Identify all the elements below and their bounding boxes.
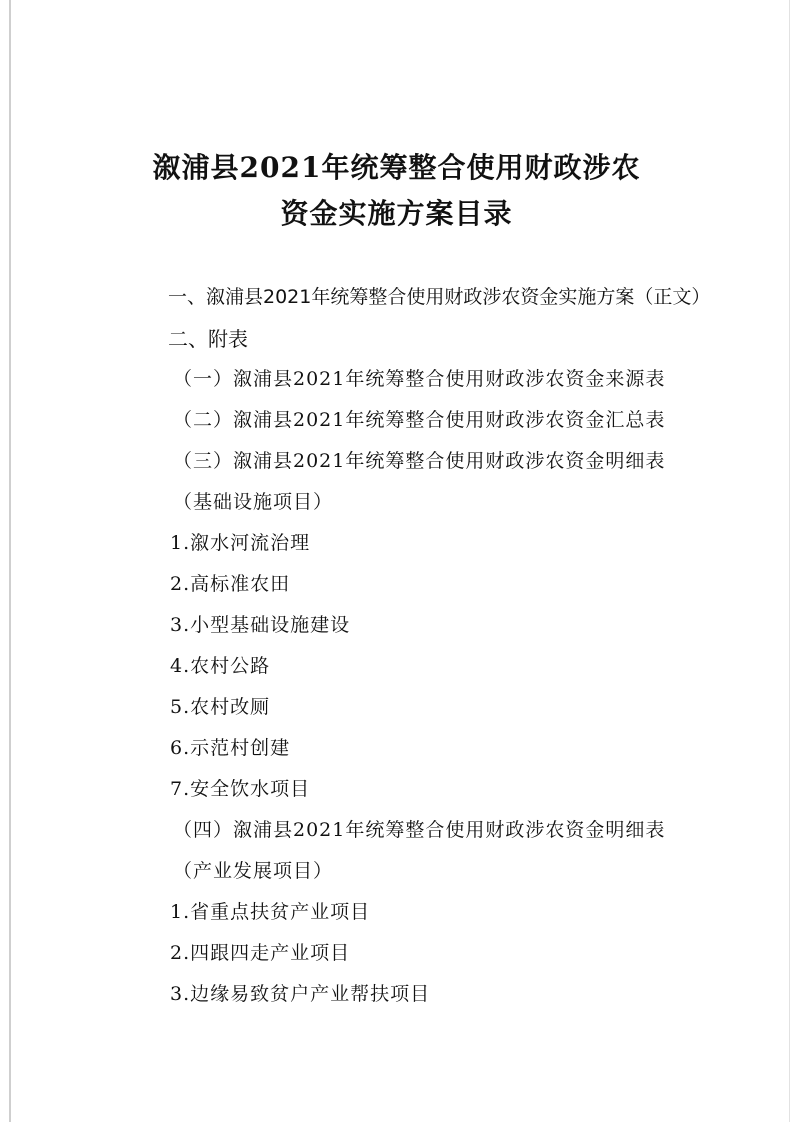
toc-infra-item: 2.高标准农田 xyxy=(170,573,291,595)
toc-table-1: （一）溆浦县2021年统筹整合使用财政涉农资金来源表 xyxy=(173,368,666,390)
page-title-line2: 资金实施方案目录 xyxy=(280,197,513,230)
page-title-line1: 溆浦县2021年统筹整合使用财政涉农 xyxy=(152,151,641,184)
toc-industry-item: 2.四跟四走产业项目 xyxy=(170,942,351,964)
toc-infra-item: 7.安全饮水项目 xyxy=(170,778,311,800)
toc-industry-item: 1.省重点扶贫产业项目 xyxy=(170,901,371,923)
toc-infra-item: 6.示范村创建 xyxy=(170,737,291,759)
toc-table-4: （四）溆浦县2021年统筹整合使用财政涉农资金明细表 xyxy=(173,819,666,841)
toc-infra-item: 5.农村改厕 xyxy=(170,696,271,718)
toc-infra-item: 1.溆水河流治理 xyxy=(170,532,311,554)
toc-section-appendix: 二、附表 xyxy=(168,327,248,351)
toc-table-2: （二）溆浦县2021年统筹整合使用财政涉农资金汇总表 xyxy=(173,409,666,431)
toc-table-3-subtitle: （基础设施项目） xyxy=(173,491,334,513)
toc-industry-item: 3.边缘易致贫户产业帮扶项目 xyxy=(170,983,431,1005)
toc-infra-item: 3.小型基础设施建设 xyxy=(170,614,351,636)
toc-infra-item: 4.农村公路 xyxy=(170,655,271,677)
toc-table-4-subtitle: （产业发展项目） xyxy=(173,860,334,882)
toc-section-main-text: 一、溆浦县2021年统筹整合使用财政涉农资金实施方案（正文） xyxy=(168,286,711,308)
toc-table-3: （三）溆浦县2021年统筹整合使用财政涉农资金明细表 xyxy=(173,450,666,472)
